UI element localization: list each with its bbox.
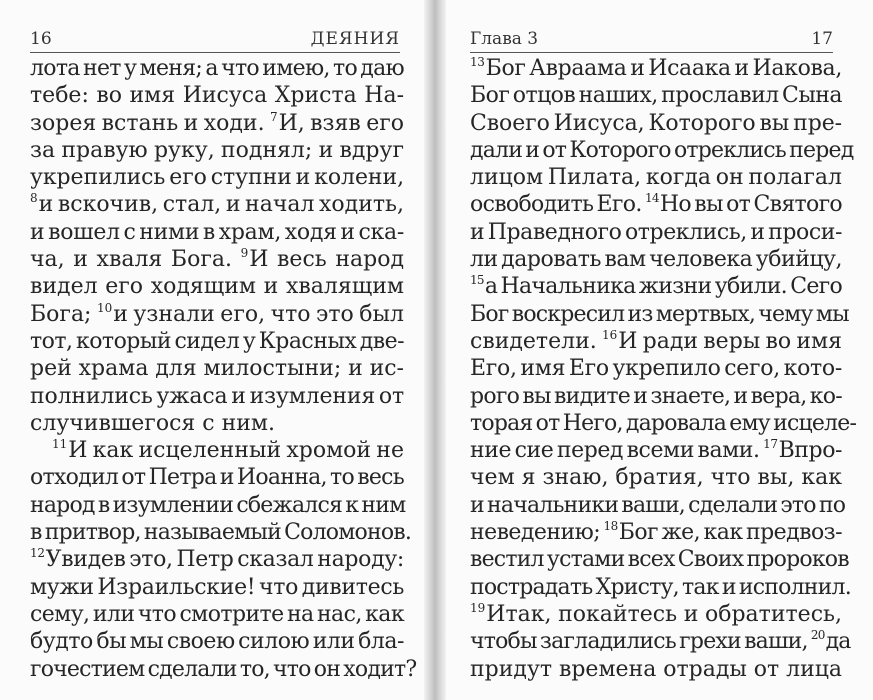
header-rule [470, 52, 833, 53]
verse-number: 19 [470, 600, 486, 615]
text-segment: Впро- [778, 438, 843, 464]
text-segment: народ в изумлении сбежался к ним [30, 492, 406, 518]
text-segment: да [825, 629, 851, 655]
text-segment: лицом Пилата, когда он полагал [470, 165, 843, 191]
running-title: ДЕЯНИЯ [310, 29, 400, 49]
verse-number: 14 [644, 191, 659, 206]
verse-number: 13 [470, 55, 485, 69]
text-segment: будто бы мы своею силою или бла- [30, 629, 405, 655]
text-segment: чтобы загладились грехи ваши, [470, 629, 811, 655]
text-segment: Бог отцов наших, прославил Сына [470, 83, 842, 109]
text-segment: полнились ужаса и изумления от [30, 383, 404, 409]
text-segment: дали и от Которого отреклись перед [470, 137, 854, 163]
text-line [30, 355, 404, 382]
text-line [30, 628, 404, 655]
text-line [30, 601, 404, 628]
text-segment: и узнали его, что это был [113, 301, 405, 327]
text-segment: Итак, покайтесь и обратитесь, [486, 601, 842, 627]
text-segment: мужи Израильские! что дивитесь [30, 574, 405, 600]
text-segment: Своего Иисуса, Которого вы пре- [470, 110, 842, 136]
text-line [30, 82, 404, 109]
text-line [30, 410, 404, 437]
text-segment: Бог Авраама и Исаака и Иакова, [485, 56, 843, 81]
text-segment: укрепились его ступни и колени, [30, 165, 404, 191]
text-line [470, 137, 854, 164]
body-text [30, 55, 417, 683]
text-line [470, 328, 842, 355]
text-line [30, 191, 404, 218]
text-line [470, 219, 842, 246]
text-line [30, 383, 404, 410]
text-segment: Бог воскресил из мертвых, чему мы [470, 301, 849, 327]
text-segment: И ради веры во имя [618, 328, 842, 354]
running-head [30, 27, 400, 51]
text-line [30, 437, 404, 464]
verse-number: 18 [603, 519, 618, 534]
text-line [30, 301, 404, 328]
verse-number: 12 [30, 546, 45, 561]
text-line [470, 601, 842, 628]
text-segment: торая от Него, даровала ему исцеле- [470, 410, 857, 436]
text-segment: свидетели. [470, 328, 602, 354]
text-segment: Увидев это, Петр сказал народу: [45, 547, 405, 573]
text-line [470, 355, 842, 382]
left-page [0, 0, 424, 700]
text-line [470, 574, 851, 601]
header-rule [30, 52, 400, 53]
text-line [30, 656, 417, 683]
text-segment: Бога; [30, 301, 97, 327]
text-line [30, 137, 404, 164]
text-segment: видел его ходящим и хвалящим [30, 274, 404, 300]
running-head [470, 27, 833, 51]
text-line [470, 546, 849, 573]
text-line [30, 110, 404, 137]
text-segment: Но вы от Святого [659, 192, 843, 218]
text-segment: тот, который сидел у Красных две- [30, 328, 405, 354]
verse-number: 17 [763, 437, 778, 452]
verse-number: 10 [96, 300, 113, 315]
text-line [30, 519, 412, 546]
text-line [30, 546, 404, 573]
text-line [470, 410, 857, 437]
text-segment: и вошел с ними в храм, ходя и ска- [30, 219, 404, 245]
text-segment: чем я знаю, братия, что вы, как [470, 465, 842, 491]
text-line [30, 55, 404, 82]
text-line [30, 273, 404, 300]
text-line [470, 82, 842, 109]
text-segment: в притвор, называемый Соломонов. [30, 520, 412, 546]
text-segment: вестил устами всех Своих пророков [470, 547, 849, 573]
running-title: Глава 3 [470, 29, 539, 49]
text-line [470, 273, 842, 300]
text-line [470, 464, 842, 491]
text-segment: лота нет у меня; а что имею, то даю [30, 56, 404, 81]
text-line [470, 656, 842, 683]
verse-number: 8 [30, 191, 38, 206]
text-line [470, 383, 842, 410]
text-line [470, 437, 842, 464]
text-line [30, 574, 404, 601]
text-segment: сему, или что смотрите на нас, как [30, 601, 404, 627]
text-line [30, 164, 404, 191]
text-segment: рей храма для милостыни; и ис- [30, 356, 404, 382]
text-segment: Его, имя Его укрепило сего, кото- [470, 356, 842, 382]
book-gutter [424, 0, 446, 700]
text-segment: зорея встань и ходи. [30, 110, 270, 136]
verse-number: 9 [240, 246, 249, 261]
text-line [470, 191, 842, 218]
text-line [30, 492, 404, 519]
text-segment: за правую руку, поднял; и вдруг [30, 137, 404, 163]
text-line [470, 110, 842, 137]
verse-number: 11 [52, 437, 68, 452]
text-segment: И, взяв его [278, 110, 404, 136]
text-segment: ние сие перед всеми вами. [470, 438, 764, 464]
text-segment: И весь народ [249, 247, 405, 273]
text-segment: рого вы видите и знаете, и вера, ко- [470, 383, 842, 409]
text-segment: придут времена отрады от лица [470, 656, 842, 682]
text-line [30, 328, 404, 355]
text-line [470, 628, 851, 655]
text-segment: и начальники ваши, сделали это по [470, 492, 846, 518]
text-line [470, 519, 842, 546]
page-number: 17 [811, 29, 833, 49]
verse-number: 20 [810, 628, 825, 643]
text-segment: освободить Его. [470, 192, 645, 218]
verse-number: 15 [470, 273, 484, 288]
verse-number: 16 [601, 327, 618, 342]
text-segment: неведению; [470, 520, 604, 546]
text-line [470, 55, 842, 82]
text-line [470, 164, 842, 191]
text-segment: ча, и хваля Бога. [30, 247, 241, 273]
body-text [470, 55, 857, 683]
text-segment: гочестием сделали то, что он ходит? [30, 656, 417, 682]
text-line [470, 301, 849, 328]
right-page [446, 0, 873, 700]
text-line [30, 246, 404, 273]
text-segment: тебе: во имя Иисуса Христа На- [30, 83, 405, 109]
text-segment: и вскочив, стал, и начал ходить, [38, 192, 405, 218]
text-line [470, 246, 842, 273]
text-segment: отходил от Петра и Иоанна, то весь [30, 465, 405, 491]
text-segment: Бог же, как предвоз- [618, 520, 842, 546]
text-line [30, 219, 404, 246]
text-segment: И как исцеленный хромой не [68, 438, 404, 464]
text-segment: ли даровать вам человека убийцу, [470, 247, 843, 273]
text-segment: случившегося с ним. [30, 410, 276, 436]
text-line [30, 464, 404, 491]
page-number: 16 [30, 29, 52, 49]
text-line [470, 492, 846, 519]
text-segment: а Начальника жизни убили. Сего [484, 274, 842, 300]
text-segment: пострадать Христу, так и исполнил. [470, 574, 851, 600]
verse-number: 7 [269, 109, 278, 124]
text-segment: и Праведного отреклись, и проси- [470, 219, 842, 245]
